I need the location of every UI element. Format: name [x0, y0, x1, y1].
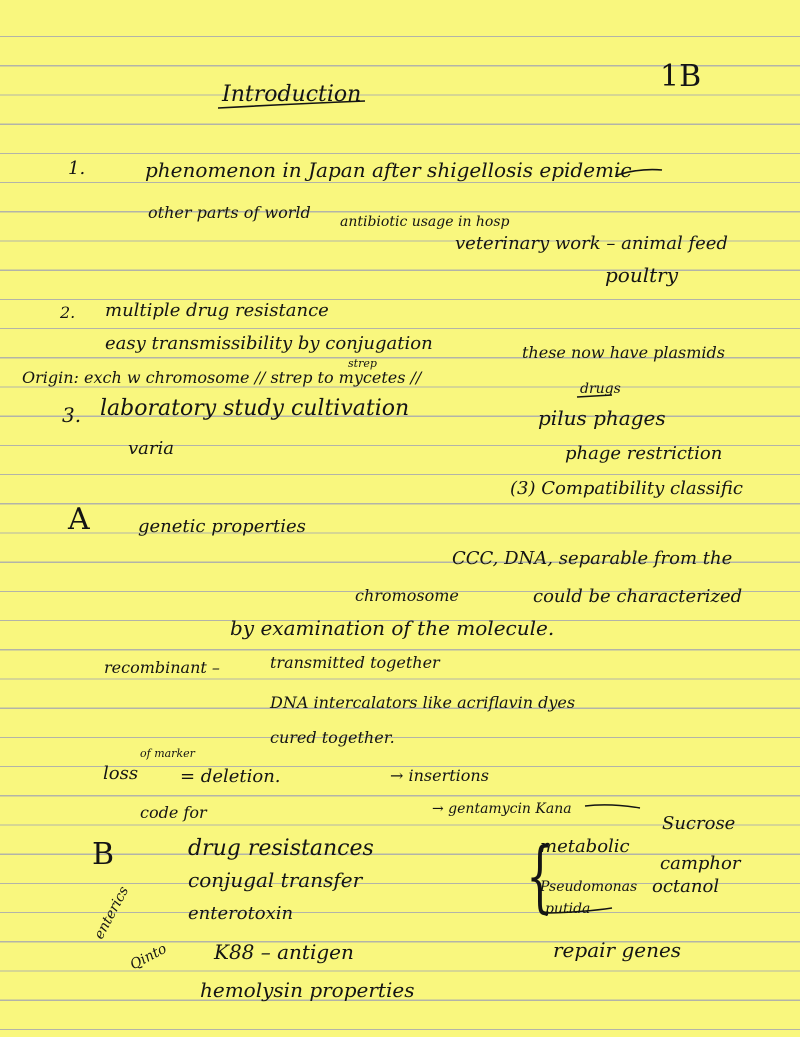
note-line: could be characterized [533, 586, 743, 607]
note-line: conjugal transfer [188, 868, 363, 892]
note-line: repair genes [553, 938, 682, 962]
note-line: transmitted together [270, 653, 440, 672]
page-number: 1B [660, 59, 702, 94]
note-line: → insertions [390, 766, 489, 785]
note-line: drug resistances [188, 836, 374, 861]
note-line: other parts of world [148, 203, 311, 222]
note-line: octanol [652, 876, 720, 897]
side-note: phage restriction [565, 443, 723, 464]
note-line: of marker [140, 747, 195, 760]
note-line: multiple drug resistance [105, 300, 329, 321]
note-line: by examination of the molecule. [230, 616, 555, 640]
note-line: Origin: exch w chromosome // strep to mycetes // [22, 368, 422, 387]
note-line: poultry [605, 263, 679, 287]
page-title: Introduction [222, 82, 362, 107]
note-line: varia [128, 438, 174, 459]
note-line: CCC, DNA, separable from the [452, 548, 733, 569]
section-letter-b: B [92, 837, 115, 872]
note-line: code for [140, 803, 207, 822]
note-line: putida [545, 901, 591, 917]
item-number-1: 1. [68, 158, 86, 179]
note-line: enterotoxin [188, 903, 294, 924]
side-note: drugs [580, 381, 621, 397]
pen-stroke [585, 805, 640, 808]
note-line: laboratory study cultivation [100, 396, 410, 421]
item-number-3: 3. [62, 403, 82, 427]
note-line: loss [103, 763, 139, 784]
note-line: hemolysin properties [200, 978, 415, 1002]
note-line: → gentamycin Kana [432, 801, 572, 817]
side-note: pilus phages [538, 406, 666, 430]
section-heading: genetic properties [138, 516, 306, 537]
note-line: Qinto [127, 940, 170, 974]
note-line: easy transmissibility by conjugation [105, 333, 433, 354]
note-line: metabolic [540, 836, 630, 857]
note-line: veterinary work – animal feed [455, 233, 728, 254]
note-line: Pseudomonas [540, 879, 638, 895]
note-line: phenomenon in Japan after shigellosis epidemic [145, 158, 632, 182]
note-line: DNA intercalators like acriflavin dyes [270, 693, 576, 712]
curly-brace-mark: { [526, 832, 554, 922]
item-number-2: 2. [60, 303, 76, 322]
side-note: (3) Compatibility classific [510, 478, 743, 499]
note-line: chromosome [355, 586, 459, 605]
note-line: K88 – antigen [214, 940, 354, 964]
section-letter-a: A [68, 502, 90, 537]
note-line: = deletion. [180, 766, 281, 787]
note-line: recombinant – [104, 658, 220, 677]
side-note: these now have plasmids [522, 343, 725, 362]
note-line: strep [348, 357, 377, 370]
note-line: antibiotic usage in hosp [340, 214, 510, 230]
note-line: enterics [91, 883, 133, 943]
note-line: camphor [660, 853, 741, 874]
note-line: cured together. [270, 728, 395, 747]
note-line: Sucrose [662, 813, 736, 834]
